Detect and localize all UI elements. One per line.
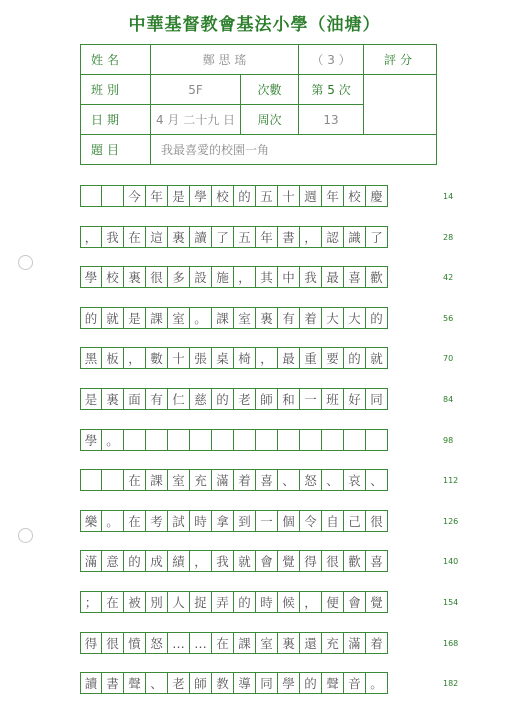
grid-cell: 我 (212, 550, 234, 572)
grid-cell: 好 (344, 388, 366, 410)
grid-cell: 五 (234, 226, 256, 248)
grid-cell: 了 (212, 226, 234, 248)
grid-cell: 班 (322, 388, 344, 410)
grid-cell: 學 (190, 185, 212, 207)
grid-cell: 室 (168, 469, 190, 491)
grid-cell: 裏 (102, 388, 124, 410)
grid-cell: 多 (168, 266, 190, 288)
grid-cell: 喜 (366, 550, 388, 572)
grid-cell: 讀 (190, 226, 212, 248)
grid-cell: 的 (212, 388, 234, 410)
grid-cell: 很 (322, 550, 344, 572)
grid-cell: 便 (322, 591, 344, 613)
row-count: 42 (443, 273, 454, 282)
grid-row (80, 226, 440, 248)
grid-cell: 自 (322, 510, 344, 532)
grid-cell: 時 (256, 591, 278, 613)
grid-cell: 課 (212, 307, 234, 329)
grid-cell: 師 (190, 672, 212, 694)
grid-cell: 學 (80, 429, 102, 451)
grid-cell: 着 (366, 632, 388, 654)
grid-cell: 的 (124, 550, 146, 572)
grid-cell: 設 (190, 266, 212, 288)
grid-cell: 在 (124, 226, 146, 248)
grid-cell: 年 (256, 226, 278, 248)
grid-cell: 就 (234, 550, 256, 572)
grid-cell: 我 (102, 226, 124, 248)
grid-cell: 識 (344, 226, 366, 248)
grid-cell: 。 (366, 672, 388, 694)
grid-cell: 很 (102, 632, 124, 654)
grid-cell: 教 (212, 672, 234, 694)
grid-cell (190, 429, 212, 451)
grid-cell: 學 (80, 266, 102, 288)
grid-cell: 認 (322, 226, 344, 248)
grid-cell (322, 429, 344, 451)
grid-cell: 是 (168, 185, 190, 207)
grid-cell: 、 (278, 469, 300, 491)
grid-cell: ， (80, 226, 102, 248)
grid-cell: 最 (278, 347, 300, 369)
grid-cell: 着 (300, 307, 322, 329)
grid-cell: 得 (80, 632, 102, 654)
name-value: 鄭 思 瑤 (151, 45, 299, 75)
grid-cell: 校 (102, 266, 124, 288)
grid-cell (102, 185, 124, 207)
grid-cell (300, 429, 322, 451)
grid-cell: 弄 (212, 591, 234, 613)
grid-cell: 裏 (124, 266, 146, 288)
grid-cell: 聲 (322, 672, 344, 694)
grid-cell: 滿 (80, 550, 102, 572)
grid-cell: 還 (300, 632, 322, 654)
grid-cell: 老 (234, 388, 256, 410)
grid-cell: 書 (278, 226, 300, 248)
school-title: 中華基督教會基法小學（油塘） (128, 15, 381, 35)
grid-cell: 到 (234, 510, 256, 532)
grid-cell: 在 (212, 632, 234, 654)
grid-cell: 在 (124, 469, 146, 491)
topic-label: 題目 (81, 135, 151, 165)
grid-cell: 最 (322, 266, 344, 288)
grid-row (80, 591, 440, 613)
date-label: 日期 (81, 105, 151, 135)
grid-cell: 重 (300, 347, 322, 369)
grid-cell: 歡 (366, 266, 388, 288)
grid-cell: 就 (102, 307, 124, 329)
grid-cell: ， (300, 591, 322, 613)
grid-cell: 書 (102, 672, 124, 694)
grid-cell: 是 (124, 307, 146, 329)
grid-cell: 考 (146, 510, 168, 532)
grid-cell: … (190, 632, 212, 654)
grid-cell (102, 469, 124, 491)
grid-cell: ， (256, 347, 278, 369)
grid-cell: 。 (102, 510, 124, 532)
grid-cell (344, 429, 366, 451)
grid-cell (168, 429, 190, 451)
grid-cell: 在 (102, 591, 124, 613)
grid-cell: 室 (168, 307, 190, 329)
grid-cell: 個 (278, 510, 300, 532)
grid-cell: 師 (256, 388, 278, 410)
grid-row (80, 672, 440, 694)
grid-cell: 學 (278, 672, 300, 694)
grid-cell: 就 (366, 347, 388, 369)
grid-cell: 。 (190, 307, 212, 329)
grid-cell: 我 (300, 266, 322, 288)
grid-cell: 裏 (168, 226, 190, 248)
grid-cell: 己 (344, 510, 366, 532)
grid-row (80, 185, 440, 207)
grid-cell: 椅 (234, 347, 256, 369)
grid-cell: 同 (256, 672, 278, 694)
grid-cell: 今 (124, 185, 146, 207)
row-count: 154 (443, 598, 459, 607)
grid-cell: 桌 (212, 347, 234, 369)
grid-cell: 有 (278, 307, 300, 329)
grid-cell: 施 (212, 266, 234, 288)
grid-cell: 要 (322, 347, 344, 369)
grid-cell: 校 (344, 185, 366, 207)
grid-cell: 着 (234, 469, 256, 491)
grid-cell: 十 (278, 185, 300, 207)
grid-row (80, 469, 440, 491)
grid-cell (124, 429, 146, 451)
grid-cell: 意 (102, 550, 124, 572)
week-label: 周次 (241, 105, 299, 135)
name-label: 姓名 (81, 45, 151, 75)
count-value: 第 5 次 (299, 75, 364, 105)
grid-row (80, 266, 440, 288)
grid-cell (256, 429, 278, 451)
row-count: 112 (443, 476, 459, 485)
grid-cell: 人 (168, 591, 190, 613)
class-number: （ 3 ） (299, 45, 364, 75)
grid-cell: ， (124, 347, 146, 369)
grid-cell: 十 (168, 347, 190, 369)
grid-cell: 怒 (146, 632, 168, 654)
grid-cell: 很 (146, 266, 168, 288)
row-count: 98 (443, 436, 454, 445)
grid-cell: ； (80, 591, 102, 613)
class-value: 5F (151, 75, 241, 105)
grid-cell: 喜 (344, 266, 366, 288)
grid-cell: 時 (190, 510, 212, 532)
grid-cell: 充 (322, 632, 344, 654)
grid-cell: 板 (102, 347, 124, 369)
grid-cell: 歡 (344, 550, 366, 572)
grid-cell: 、 (146, 672, 168, 694)
row-count: 126 (443, 517, 459, 526)
grid-row (80, 388, 440, 410)
grid-cell: 績 (168, 550, 190, 572)
topic-value: 我最喜愛的校園一角 (151, 135, 437, 165)
grid-cell: 的 (234, 591, 256, 613)
grid-cell: 捉 (190, 591, 212, 613)
week-value: 13 (299, 105, 364, 135)
grid-cell: … (168, 632, 190, 654)
grid-cell: 仁 (168, 388, 190, 410)
row-count: 56 (443, 314, 454, 323)
grid-cell: 張 (190, 347, 212, 369)
grid-cell: 是 (80, 388, 102, 410)
grid-cell: ， (190, 550, 212, 572)
grid-cell: 讀 (80, 672, 102, 694)
grid-cell: 年 (146, 185, 168, 207)
grid-cell: 被 (124, 591, 146, 613)
grid-cell: 面 (124, 388, 146, 410)
grid-cell: 怒 (300, 469, 322, 491)
grid-cell: 成 (146, 550, 168, 572)
grid-cell: ， (300, 226, 322, 248)
grid-cell: 五 (256, 185, 278, 207)
grid-cell (234, 429, 256, 451)
row-count: 28 (443, 233, 454, 242)
grid-cell: 音 (344, 672, 366, 694)
grid-cell: 了 (366, 226, 388, 248)
grid-cell: 的 (366, 307, 388, 329)
grid-cell: 、 (366, 469, 388, 491)
grid-cell: 大 (344, 307, 366, 329)
grid-cell: 一 (300, 388, 322, 410)
grid-cell (80, 185, 102, 207)
row-count: 70 (443, 354, 454, 363)
grid-cell: 拿 (212, 510, 234, 532)
grid-cell: 年 (322, 185, 344, 207)
row-count: 168 (443, 639, 459, 648)
grid-cell: 。 (102, 429, 124, 451)
grid-cell: 同 (366, 388, 388, 410)
row-count: 14 (443, 192, 454, 201)
grid-cell: 得 (300, 550, 322, 572)
grid-cell (146, 429, 168, 451)
grid-cell: 大 (322, 307, 344, 329)
grid-cell (366, 429, 388, 451)
grid-cell: 滿 (344, 632, 366, 654)
grid-row (80, 347, 440, 369)
grid-cell: 、 (322, 469, 344, 491)
grid-cell: 的 (80, 307, 102, 329)
grid-cell: 課 (234, 632, 256, 654)
grid-cell: 數 (146, 347, 168, 369)
grid-cell: 哀 (344, 469, 366, 491)
grid-cell: 導 (234, 672, 256, 694)
grid-cell: 的 (300, 672, 322, 694)
score-label: 評分 (364, 45, 437, 75)
grid-cell: 這 (146, 226, 168, 248)
grid-cell: 慈 (190, 388, 212, 410)
grid-row (80, 307, 440, 329)
grid-row (80, 429, 440, 451)
date-value: 4 月 二十九 日 (151, 105, 241, 135)
grid-cell (212, 429, 234, 451)
count-label: 次數 (241, 75, 299, 105)
grid-cell: 校 (212, 185, 234, 207)
row-count: 140 (443, 557, 459, 566)
grid-row (80, 550, 440, 572)
grid-cell: 聲 (124, 672, 146, 694)
grid-cell: 其 (256, 266, 278, 288)
grid-cell: 覺 (278, 550, 300, 572)
grid-cell: 週 (300, 185, 322, 207)
grid-row (80, 632, 440, 654)
grid-cell: 會 (256, 550, 278, 572)
grid-cell: 候 (278, 591, 300, 613)
grid-cell: 充 (190, 469, 212, 491)
class-label: 班別 (81, 75, 151, 105)
binder-hole-bottom (18, 528, 33, 543)
grid-cell: 室 (234, 307, 256, 329)
grid-cell (80, 469, 102, 491)
grid-cell: 和 (278, 388, 300, 410)
grid-cell: 喜 (256, 469, 278, 491)
grid-cell: 樂 (80, 510, 102, 532)
grid-cell: 裏 (256, 307, 278, 329)
grid-cell: 很 (366, 510, 388, 532)
grid-cell: 慶 (366, 185, 388, 207)
grid-cell: 在 (124, 510, 146, 532)
grid-cell: 覺 (366, 591, 388, 613)
score-box (364, 75, 437, 135)
grid-cell: ， (234, 266, 256, 288)
grid-cell: 別 (146, 591, 168, 613)
grid-cell: 室 (256, 632, 278, 654)
info-table (80, 44, 437, 165)
grid-cell: 有 (146, 388, 168, 410)
grid-cell: 一 (256, 510, 278, 532)
binder-hole-top (18, 255, 33, 270)
grid-cell (278, 429, 300, 451)
grid-cell: 老 (168, 672, 190, 694)
grid-cell: 裏 (278, 632, 300, 654)
grid-cell: 課 (146, 307, 168, 329)
grid-cell: 令 (300, 510, 322, 532)
grid-cell: 的 (344, 347, 366, 369)
grid-cell: 會 (344, 591, 366, 613)
grid-row (80, 510, 440, 532)
row-count: 182 (443, 679, 459, 688)
grid-cell: 黑 (80, 347, 102, 369)
grid-cell: 的 (234, 185, 256, 207)
grid-cell: 中 (278, 266, 300, 288)
row-count: 84 (443, 395, 454, 404)
grid-cell: 課 (146, 469, 168, 491)
grid-cell: 試 (168, 510, 190, 532)
grid-cell: 滿 (212, 469, 234, 491)
grid-cell: 憤 (124, 632, 146, 654)
